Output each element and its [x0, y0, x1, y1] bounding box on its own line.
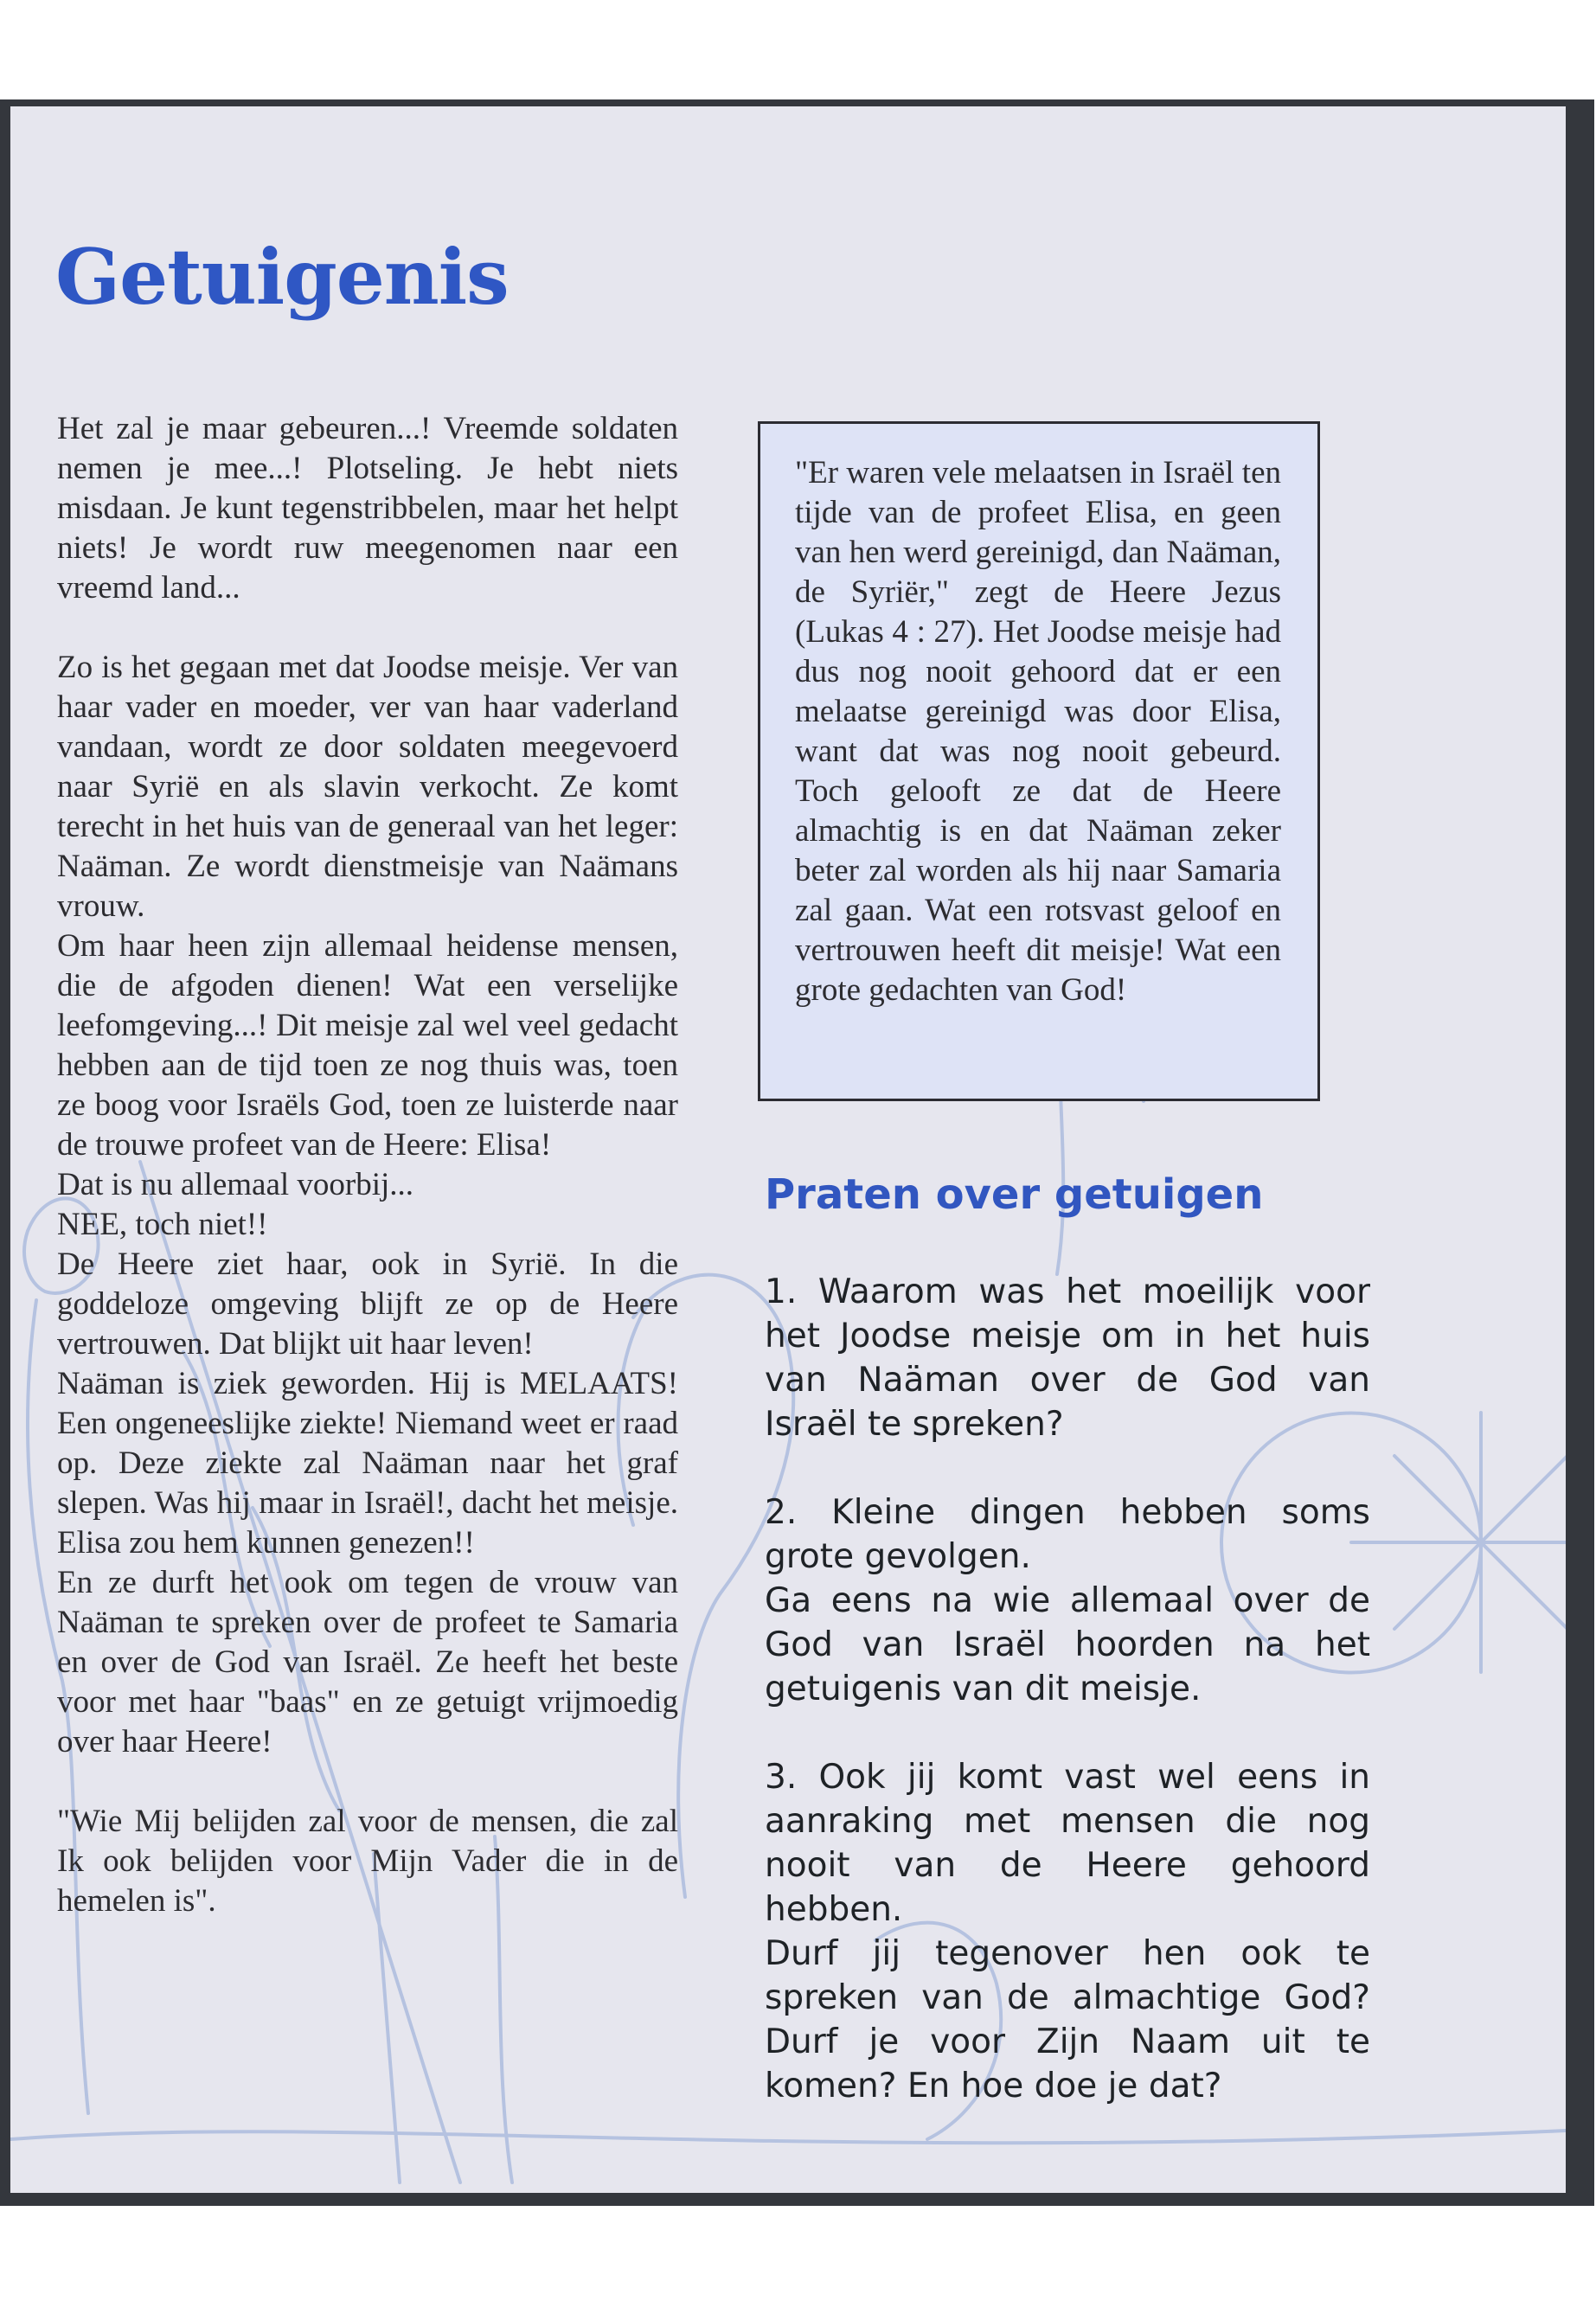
intro-paragraph: Het zal je maar gebeuren...! Vreemde soldaten nemen je mee...! Plotseling. Je hebt niets misdaan. Je kunt tegenstribbelen, maar het helpt niets! Je wordt ruw meegenomen naar een vreemd land...: [57, 411, 678, 606]
article-paragraph: Om haar heen zijn allemaal heidense mensen, die de afgoden dienen! Wat een verselijke leefomgeving...! Dit meisje zal wel veel gedacht hebben aan de tijd toen ze nog thuis was, toen ze boog voor Israëls God, toen ze luisterde naar de trouwe profeet van de Heere: Elisa!: [57, 928, 678, 1163]
page-title: Getuigenis: [55, 232, 509, 322]
question-3: 3. Ook jij komt vast wel eens in aanraking met mensen die nog nooit van de Heere gehoord hebben.: [765, 1758, 1370, 1929]
article-paragraph: NEE, toch niet!!: [57, 1207, 268, 1242]
question-1: 1. Waarom was het moeilijk voor het Joodse meisje om in het huis van Naäman over de God van Israël te spreken?: [765, 1272, 1370, 1444]
chariot-wheel-spokes: [1351, 1413, 1566, 1672]
discussion-questions: [765, 1270, 1370, 2108]
page: [10, 106, 1566, 2193]
ground-line: [10, 2131, 1566, 2143]
article-paragraph: De Heere ziet haar, ook in Syrië. In die goddeloze omgeving blijft ze op de Heere vertrouwen. Dat blijkt uit haar leven!: [57, 1247, 678, 1362]
section-title: Praten over getuigen: [765, 1170, 1264, 1219]
question-2: 2. Kleine dingen hebben soms grote gevolgen.: [765, 1493, 1370, 1576]
book-cover-edge: [0, 99, 1594, 2206]
article-paragraph: Naäman is ziek geworden. Hij is MELAATS! Een ongeneeslijke ziekte! Niemand weet er raad op. Deze ziekte zal Naäman naar het graf slepen. Was hij maar in Israël!, dacht het meisje. Elisa zou hem kunnen genezen!!: [57, 1366, 678, 1561]
question-2-followup: Ga eens na wie allemaal over de God van Israël hoorden na het getuigenis van dit meisje.: [765, 1581, 1370, 1708]
question-3-followup: Durf jij tegenover hen ook te spreken van de almachtige God? Durf je voor Zijn Naam uit te komen? En hoe doe je dat?: [765, 1934, 1370, 2106]
article-paragraph: En ze durft het ook om tegen de vrouw van Naäman te spreken over de profeet te Samaria en over de God van Israël. Ze heeft het beste voor met haar "baas" en ze getuigt vrijmoedig over haar Heere!: [57, 1565, 678, 1759]
highlight-box-text: "Er waren vele melaatsen in Israël ten tijde van de profeet Elisa, en geen van hen werd gereinigd, dan Naäman, de Syriër," zegt de Heere Jezus (Lukas 4 : 27). Het Joodse meisje had dus nog nooit gehoord dat er een melaatse gereinigd was door Elisa, want dat was nog nooit gebeurd. Toch gelooft ze dat de Heere almachtig is en dat Naäman zeker beter zal worden als hij naar Samaria zal gaan. Wat een rotsvast geloof en vertrouwen heeft dit meisje! Wat een grote gedachten van God!: [795, 455, 1281, 1008]
article-paragraph: Dat is nu allemaal voorbij...: [57, 1167, 414, 1202]
bible-quote: "Wie Mij belijden zal voor de mensen, die zal Ik ook belijden voor Mijn Vader die in de hemelen is".: [57, 1804, 678, 1919]
main-article: [57, 409, 678, 1921]
article-paragraph: Zo is het gegaan met dat Joodse meisje. Ver van haar vader en moeder, ver van haar vaderland vandaan, wordt ze door soldaten meegevoerd naar Syrië en als slavin verkocht. Ze komt terecht in het huis van de generaal van het leger: Naäman. Ze wordt dienstmeisje van Naämans vrouw.: [57, 650, 678, 924]
highlight-box: [758, 421, 1320, 1101]
